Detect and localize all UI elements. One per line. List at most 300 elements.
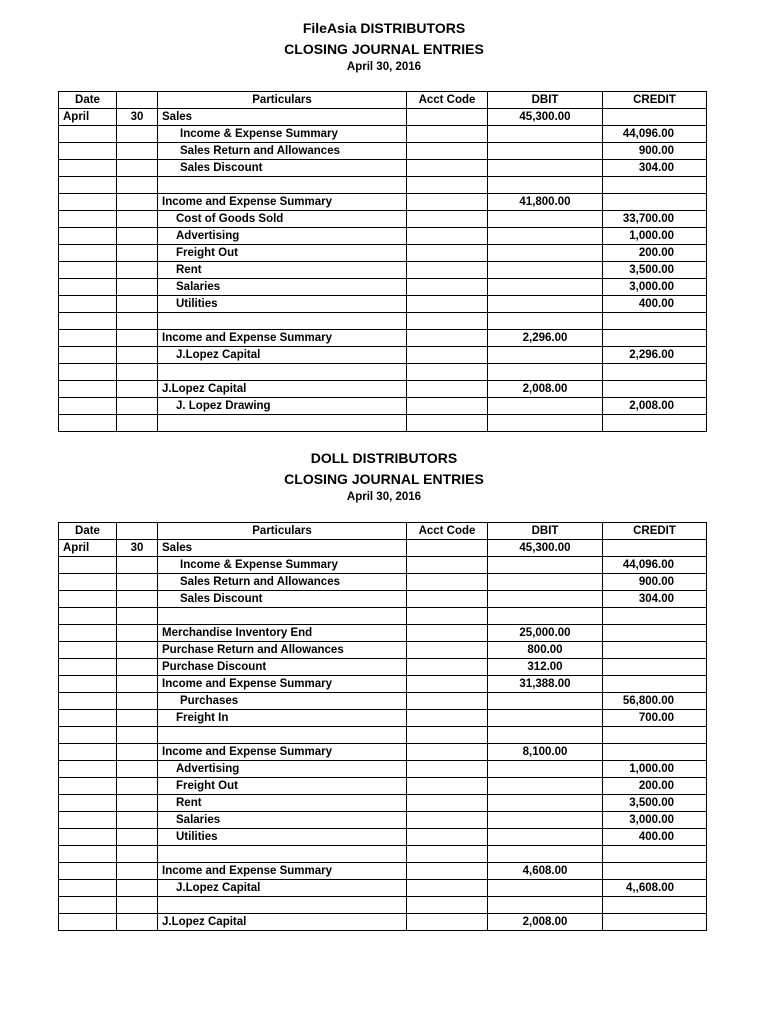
table-row	[59, 693, 707, 710]
debit-cell	[488, 829, 603, 846]
particulars-cell	[158, 262, 407, 279]
debit-cell	[488, 846, 603, 863]
date-cell	[59, 863, 117, 880]
table-row	[59, 880, 707, 897]
table-row	[59, 381, 707, 398]
acct-code-cell	[407, 880, 488, 897]
acct-code-cell	[407, 540, 488, 557]
particulars-text: J. Lopez Drawing	[176, 399, 271, 412]
credit-cell	[603, 727, 707, 744]
acct-code-cell	[407, 211, 488, 228]
acct-code-cell	[407, 415, 488, 432]
particulars-cell	[158, 693, 407, 710]
day-cell	[117, 415, 158, 432]
table-row	[59, 914, 707, 931]
particulars-cell: Income and Expense Summary	[158, 676, 407, 693]
credit-cell	[603, 744, 707, 761]
credit-cell: 1,000.00	[603, 228, 707, 245]
day-cell	[117, 795, 158, 812]
table-row	[59, 279, 707, 296]
debit-cell: 800.00	[488, 642, 603, 659]
debit-cell	[488, 574, 603, 591]
particulars-cell: J.Lopez Capital	[158, 914, 407, 931]
day-cell	[117, 812, 158, 829]
particulars-cell	[158, 398, 407, 415]
day-cell	[117, 296, 158, 313]
table-row	[59, 625, 707, 642]
acct-code-cell	[407, 829, 488, 846]
debit-cell: 4,608.00	[488, 863, 603, 880]
debit-cell: 31,388.00	[488, 676, 603, 693]
day-cell	[117, 381, 158, 398]
date-cell	[59, 795, 117, 812]
table-row	[59, 744, 707, 761]
credit-cell	[603, 313, 707, 330]
date-cell	[59, 574, 117, 591]
credit-cell	[603, 330, 707, 347]
particulars-text: Salaries	[176, 280, 221, 293]
particulars-text: Salaries	[176, 813, 221, 826]
particulars-cell	[158, 829, 407, 846]
date-cell	[59, 778, 117, 795]
table-row	[59, 143, 707, 160]
acct-code-cell	[407, 143, 488, 160]
credit-cell	[603, 863, 707, 880]
column-header-day	[117, 523, 158, 540]
particulars-cell	[158, 574, 407, 591]
day-cell	[117, 659, 158, 676]
table-row	[59, 109, 707, 126]
acct-code-cell	[407, 778, 488, 795]
day-cell	[117, 228, 158, 245]
acct-code-cell	[407, 109, 488, 126]
acct-code-cell	[407, 574, 488, 591]
particulars-text: Freight In	[176, 711, 229, 724]
day-cell	[117, 194, 158, 211]
particulars-cell: Income and Expense Summary	[158, 863, 407, 880]
particulars-text: Sales Discount	[180, 161, 263, 174]
acct-code-cell	[407, 812, 488, 829]
particulars-text: Sales Return and Allowances	[180, 144, 340, 157]
acct-code-cell	[407, 126, 488, 143]
table-row	[59, 177, 707, 194]
particulars-cell	[158, 608, 407, 625]
table-row	[59, 727, 707, 744]
date-cell	[59, 727, 117, 744]
debit-cell	[488, 727, 603, 744]
column-header-credit: CREDIT	[603, 523, 707, 540]
debit-cell	[488, 591, 603, 608]
table-row	[59, 364, 707, 381]
acct-code-cell	[407, 194, 488, 211]
credit-cell: 3,000.00	[603, 812, 707, 829]
acct-code-cell	[407, 313, 488, 330]
debit-cell	[488, 795, 603, 812]
debit-cell	[488, 812, 603, 829]
particulars-cell: J.Lopez Capital	[158, 381, 407, 398]
day-cell	[117, 829, 158, 846]
credit-cell	[603, 659, 707, 676]
acct-code-cell	[407, 727, 488, 744]
credit-cell: 400.00	[603, 296, 707, 313]
day-cell	[117, 897, 158, 914]
debit-cell	[488, 880, 603, 897]
acct-code-cell	[407, 279, 488, 296]
credit-cell: 1,000.00	[603, 761, 707, 778]
particulars-text: J.Lopez Capital	[176, 348, 261, 361]
table-row	[59, 415, 707, 432]
debit-cell	[488, 347, 603, 364]
date-cell	[59, 557, 117, 574]
particulars-cell	[158, 880, 407, 897]
table-row	[59, 330, 707, 347]
credit-cell	[603, 177, 707, 194]
company-name: FileAsia DISTRIBUTORS	[302, 20, 466, 36]
table-row	[59, 540, 707, 557]
day-cell	[117, 245, 158, 262]
particulars-cell	[158, 812, 407, 829]
credit-cell	[603, 642, 707, 659]
credit-cell: 700.00	[603, 710, 707, 727]
date-cell	[59, 846, 117, 863]
day-cell	[117, 846, 158, 863]
day-cell	[117, 177, 158, 194]
day-cell	[117, 211, 158, 228]
date-cell	[59, 177, 117, 194]
credit-cell	[603, 415, 707, 432]
table-row	[59, 676, 707, 693]
acct-code-cell	[407, 693, 488, 710]
particulars-text: Rent	[176, 796, 202, 809]
debit-cell: 8,100.00	[488, 744, 603, 761]
table-row	[59, 262, 707, 279]
debit-cell: 2,008.00	[488, 381, 603, 398]
particulars-cell: Income and Expense Summary	[158, 330, 407, 347]
date-cell	[59, 829, 117, 846]
credit-cell: 44,096.00	[603, 126, 707, 143]
debit-cell	[488, 761, 603, 778]
table-row	[59, 574, 707, 591]
table-row	[59, 591, 707, 608]
acct-code-cell	[407, 744, 488, 761]
credit-cell	[603, 381, 707, 398]
date-cell	[59, 279, 117, 296]
day-cell: 30	[117, 109, 158, 126]
particulars-cell	[158, 364, 407, 381]
debit-cell: 312.00	[488, 659, 603, 676]
debit-cell	[488, 364, 603, 381]
credit-cell: 3,500.00	[603, 795, 707, 812]
column-header-particulars: Particulars	[158, 523, 407, 540]
particulars-cell	[158, 415, 407, 432]
table-row	[59, 211, 707, 228]
date-cell	[59, 415, 117, 432]
debit-cell: 25,000.00	[488, 625, 603, 642]
date-cell	[59, 296, 117, 313]
table-row	[59, 296, 707, 313]
credit-cell: 3,000.00	[603, 279, 707, 296]
credit-cell: 900.00	[603, 574, 707, 591]
credit-cell: 304.00	[603, 591, 707, 608]
date-cell	[59, 398, 117, 415]
column-header-day	[117, 92, 158, 109]
table-row	[59, 829, 707, 846]
table-row	[59, 761, 707, 778]
journal-heading: CLOSING JOURNAL ENTRIES	[284, 470, 484, 487]
day-cell	[117, 642, 158, 659]
particulars-text: Freight Out	[176, 246, 238, 259]
day-cell	[117, 778, 158, 795]
table-row	[59, 160, 707, 177]
debit-cell	[488, 262, 603, 279]
date-cell	[59, 211, 117, 228]
debit-cell	[488, 693, 603, 710]
particulars-cell	[158, 778, 407, 795]
credit-cell: 3,500.00	[603, 262, 707, 279]
acct-code-cell	[407, 846, 488, 863]
debit-cell: 45,300.00	[488, 540, 603, 557]
particulars-cell	[158, 143, 407, 160]
credit-cell	[603, 914, 707, 931]
debit-cell: 2,008.00	[488, 914, 603, 931]
credit-cell	[603, 608, 707, 625]
column-header-acct-code: Acct Code	[407, 523, 488, 540]
debit-cell	[488, 710, 603, 727]
day-cell	[117, 143, 158, 160]
acct-code-cell	[407, 347, 488, 364]
debit-cell: 2,296.00	[488, 330, 603, 347]
acct-code-cell	[407, 262, 488, 279]
particulars-cell	[158, 897, 407, 914]
date-cell	[59, 194, 117, 211]
date-cell	[59, 642, 117, 659]
day-cell	[117, 398, 158, 415]
acct-code-cell	[407, 398, 488, 415]
date-cell	[59, 744, 117, 761]
day-cell	[117, 761, 158, 778]
debit-cell	[488, 211, 603, 228]
credit-cell: 44,096.00	[603, 557, 707, 574]
day-cell	[117, 279, 158, 296]
acct-code-cell	[407, 625, 488, 642]
date-cell	[59, 710, 117, 727]
particulars-cell	[158, 160, 407, 177]
date-cell	[59, 245, 117, 262]
table-row	[59, 608, 707, 625]
particulars-cell: Merchandise Inventory End	[158, 625, 407, 642]
debit-cell	[488, 897, 603, 914]
journal-table-2	[58, 522, 707, 931]
table-row	[59, 245, 707, 262]
day-cell	[117, 744, 158, 761]
acct-code-cell	[407, 228, 488, 245]
particulars-text: Sales Return and Allowances	[180, 575, 340, 588]
debit-cell	[488, 398, 603, 415]
particulars-cell	[158, 795, 407, 812]
particulars-cell	[158, 126, 407, 143]
credit-cell: 304.00	[603, 160, 707, 177]
table-row	[59, 228, 707, 245]
column-header-debit: DBIT	[488, 523, 603, 540]
particulars-cell	[158, 846, 407, 863]
credit-cell	[603, 540, 707, 557]
day-cell	[117, 608, 158, 625]
day-cell	[117, 863, 158, 880]
debit-cell	[488, 245, 603, 262]
day-cell	[117, 574, 158, 591]
particulars-cell	[158, 211, 407, 228]
acct-code-cell	[407, 863, 488, 880]
date-cell	[59, 330, 117, 347]
credit-cell: 4,,608.00	[603, 880, 707, 897]
date-cell	[59, 313, 117, 330]
date-cell	[59, 262, 117, 279]
acct-code-cell	[407, 710, 488, 727]
date-cell: April	[59, 109, 117, 126]
day-cell	[117, 313, 158, 330]
credit-cell: 33,700.00	[603, 211, 707, 228]
table-row	[59, 557, 707, 574]
column-header-acct-code: Acct Code	[407, 92, 488, 109]
table-row	[59, 846, 707, 863]
particulars-text: Sales Discount	[180, 592, 263, 605]
credit-cell: 2,296.00	[603, 347, 707, 364]
date-cell	[59, 160, 117, 177]
table-row	[59, 642, 707, 659]
table-row	[59, 778, 707, 795]
day-cell	[117, 347, 158, 364]
credit-cell: 900.00	[603, 143, 707, 160]
column-header-date: Date	[59, 92, 117, 109]
particulars-text: Utilities	[176, 297, 218, 310]
particulars-text: Freight Out	[176, 779, 238, 792]
particulars-cell: Purchase Discount	[158, 659, 407, 676]
date-cell: April	[59, 540, 117, 557]
date-cell	[59, 143, 117, 160]
debit-cell	[488, 557, 603, 574]
particulars-cell: Sales	[158, 109, 407, 126]
particulars-text: Advertising	[176, 762, 240, 775]
acct-code-cell	[407, 160, 488, 177]
day-cell	[117, 676, 158, 693]
acct-code-cell	[407, 897, 488, 914]
particulars-text: J.Lopez Capital	[176, 881, 261, 894]
date-cell	[59, 347, 117, 364]
acct-code-cell	[407, 245, 488, 262]
date-cell	[59, 914, 117, 931]
acct-code-cell	[407, 381, 488, 398]
particulars-cell: Purchase Return and Allowances	[158, 642, 407, 659]
credit-cell: 2,008.00	[603, 398, 707, 415]
column-header-debit: DBIT	[488, 92, 603, 109]
particulars-cell	[158, 279, 407, 296]
table-row	[59, 897, 707, 914]
acct-code-cell	[407, 591, 488, 608]
particulars-cell	[158, 710, 407, 727]
particulars-cell: Income and Expense Summary	[158, 744, 407, 761]
acct-code-cell	[407, 914, 488, 931]
debit-cell	[488, 228, 603, 245]
acct-code-cell	[407, 364, 488, 381]
column-header-particulars: Particulars	[158, 92, 407, 109]
debit-cell	[488, 415, 603, 432]
acct-code-cell	[407, 676, 488, 693]
date-cell	[59, 761, 117, 778]
debit-cell	[488, 126, 603, 143]
debit-cell	[488, 160, 603, 177]
table-row	[59, 194, 707, 211]
particulars-cell: Income and Expense Summary	[158, 194, 407, 211]
acct-code-cell	[407, 659, 488, 676]
particulars-text: Income & Expense Summary	[180, 127, 338, 140]
acct-code-cell	[407, 177, 488, 194]
day-cell	[117, 126, 158, 143]
debit-cell	[488, 778, 603, 795]
particulars-cell	[158, 761, 407, 778]
credit-cell: 200.00	[603, 778, 707, 795]
date-cell	[59, 126, 117, 143]
particulars-cell	[158, 557, 407, 574]
date-cell	[59, 364, 117, 381]
credit-cell	[603, 194, 707, 211]
particulars-text: Income & Expense Summary	[180, 558, 338, 571]
journal-heading: CLOSING JOURNAL ENTRIES	[284, 40, 484, 57]
column-header-date: Date	[59, 523, 117, 540]
debit-cell	[488, 177, 603, 194]
table-row	[59, 659, 707, 676]
particulars-text: Cost of Goods Sold	[176, 212, 284, 225]
table-row	[59, 812, 707, 829]
particulars-cell	[158, 591, 407, 608]
particulars-text: Purchases	[180, 694, 239, 707]
particulars-cell	[158, 245, 407, 262]
day-cell	[117, 710, 158, 727]
day-cell	[117, 880, 158, 897]
table-row	[59, 126, 707, 143]
date-cell	[59, 381, 117, 398]
table-header-row	[59, 523, 707, 540]
debit-cell	[488, 279, 603, 296]
date-cell	[59, 228, 117, 245]
day-cell	[117, 591, 158, 608]
acct-code-cell	[407, 296, 488, 313]
particulars-cell	[158, 228, 407, 245]
credit-cell	[603, 676, 707, 693]
journal-header-1	[0, 18, 768, 75]
credit-cell	[603, 364, 707, 381]
particulars-cell	[158, 347, 407, 364]
date-cell	[59, 659, 117, 676]
table-row	[59, 863, 707, 880]
credit-cell	[603, 897, 707, 914]
journal-header-2	[0, 448, 768, 505]
date-cell	[59, 676, 117, 693]
debit-cell	[488, 608, 603, 625]
acct-code-cell	[407, 795, 488, 812]
particulars-text: Utilities	[176, 830, 218, 843]
particulars-cell: Sales	[158, 540, 407, 557]
table-row	[59, 710, 707, 727]
day-cell: 30	[117, 540, 158, 557]
table-row	[59, 398, 707, 415]
day-cell	[117, 727, 158, 744]
date-cell	[59, 897, 117, 914]
journal-table-1	[58, 91, 707, 432]
day-cell	[117, 557, 158, 574]
date-cell	[59, 880, 117, 897]
day-cell	[117, 364, 158, 381]
debit-cell	[488, 143, 603, 160]
